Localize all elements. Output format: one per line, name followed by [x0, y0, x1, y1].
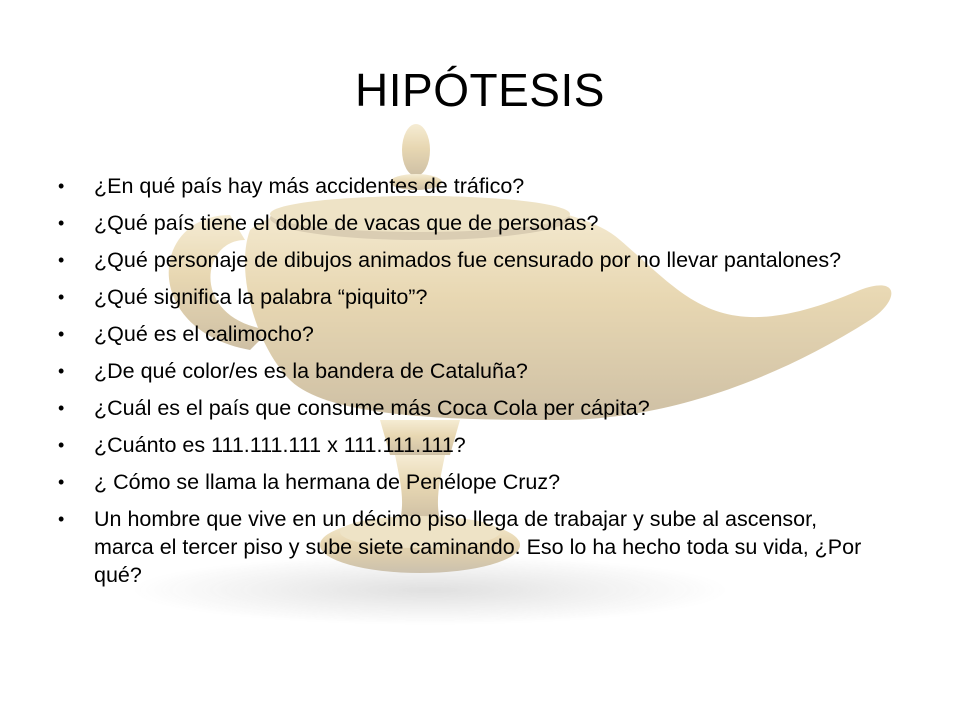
bullet-marker: •: [58, 472, 65, 492]
bullet-text: ¿ Cómo se llama la hermana de Penélope Cruz?: [94, 470, 561, 494]
bullet-marker: •: [58, 361, 65, 381]
bullet-marker: •: [58, 509, 65, 529]
list-item: [58, 431, 878, 459]
bullet-marker: •: [58, 176, 65, 196]
bullet-text: ¿Qué es el calimocho?: [94, 322, 314, 346]
list-item: [58, 468, 878, 496]
bullet-text: ¿Qué significa la palabra “piquito”?: [94, 285, 428, 309]
list-item: [58, 357, 878, 385]
bullet-text: ¿Qué personaje de dibujos animados fue censurado por no llevar pantalones?: [94, 248, 842, 272]
bullet-text: ¿En qué país hay más accidentes de tráfico?: [94, 174, 525, 198]
list-item: [58, 172, 878, 200]
bullet-marker: •: [58, 250, 65, 270]
slide-title: HIPÓTESIS: [355, 64, 605, 116]
list-item: [58, 320, 878, 348]
bullet-list: [58, 172, 878, 598]
list-item: [58, 394, 878, 422]
bullet-marker: •: [58, 287, 65, 307]
list-item: [58, 505, 878, 589]
bullet-marker: •: [58, 324, 65, 344]
bullet-text: Un hombre que vive en un décimo piso llega de trabajar y sube al ascensor, marca el tercer piso y sube siete caminando. Eso lo ha hecho toda su vida, ¿Por qué?: [94, 507, 862, 587]
bullet-text: ¿Cuánto es 111.111.111 x 111.111.111?: [94, 433, 466, 457]
list-item: [58, 246, 878, 274]
bullet-text: ¿Cuál es el país que consume más Coca Cola per cápita?: [94, 396, 650, 420]
bullet-marker: •: [58, 398, 65, 418]
bullet-marker: •: [58, 435, 65, 455]
list-item: [58, 209, 878, 237]
bullet-text: ¿De qué color/es es la bandera de Cataluña?: [94, 359, 528, 383]
list-item: [58, 283, 878, 311]
bullet-marker: •: [58, 213, 65, 233]
bullet-text: ¿Qué país tiene el doble de vacas que de personas?: [94, 211, 599, 235]
